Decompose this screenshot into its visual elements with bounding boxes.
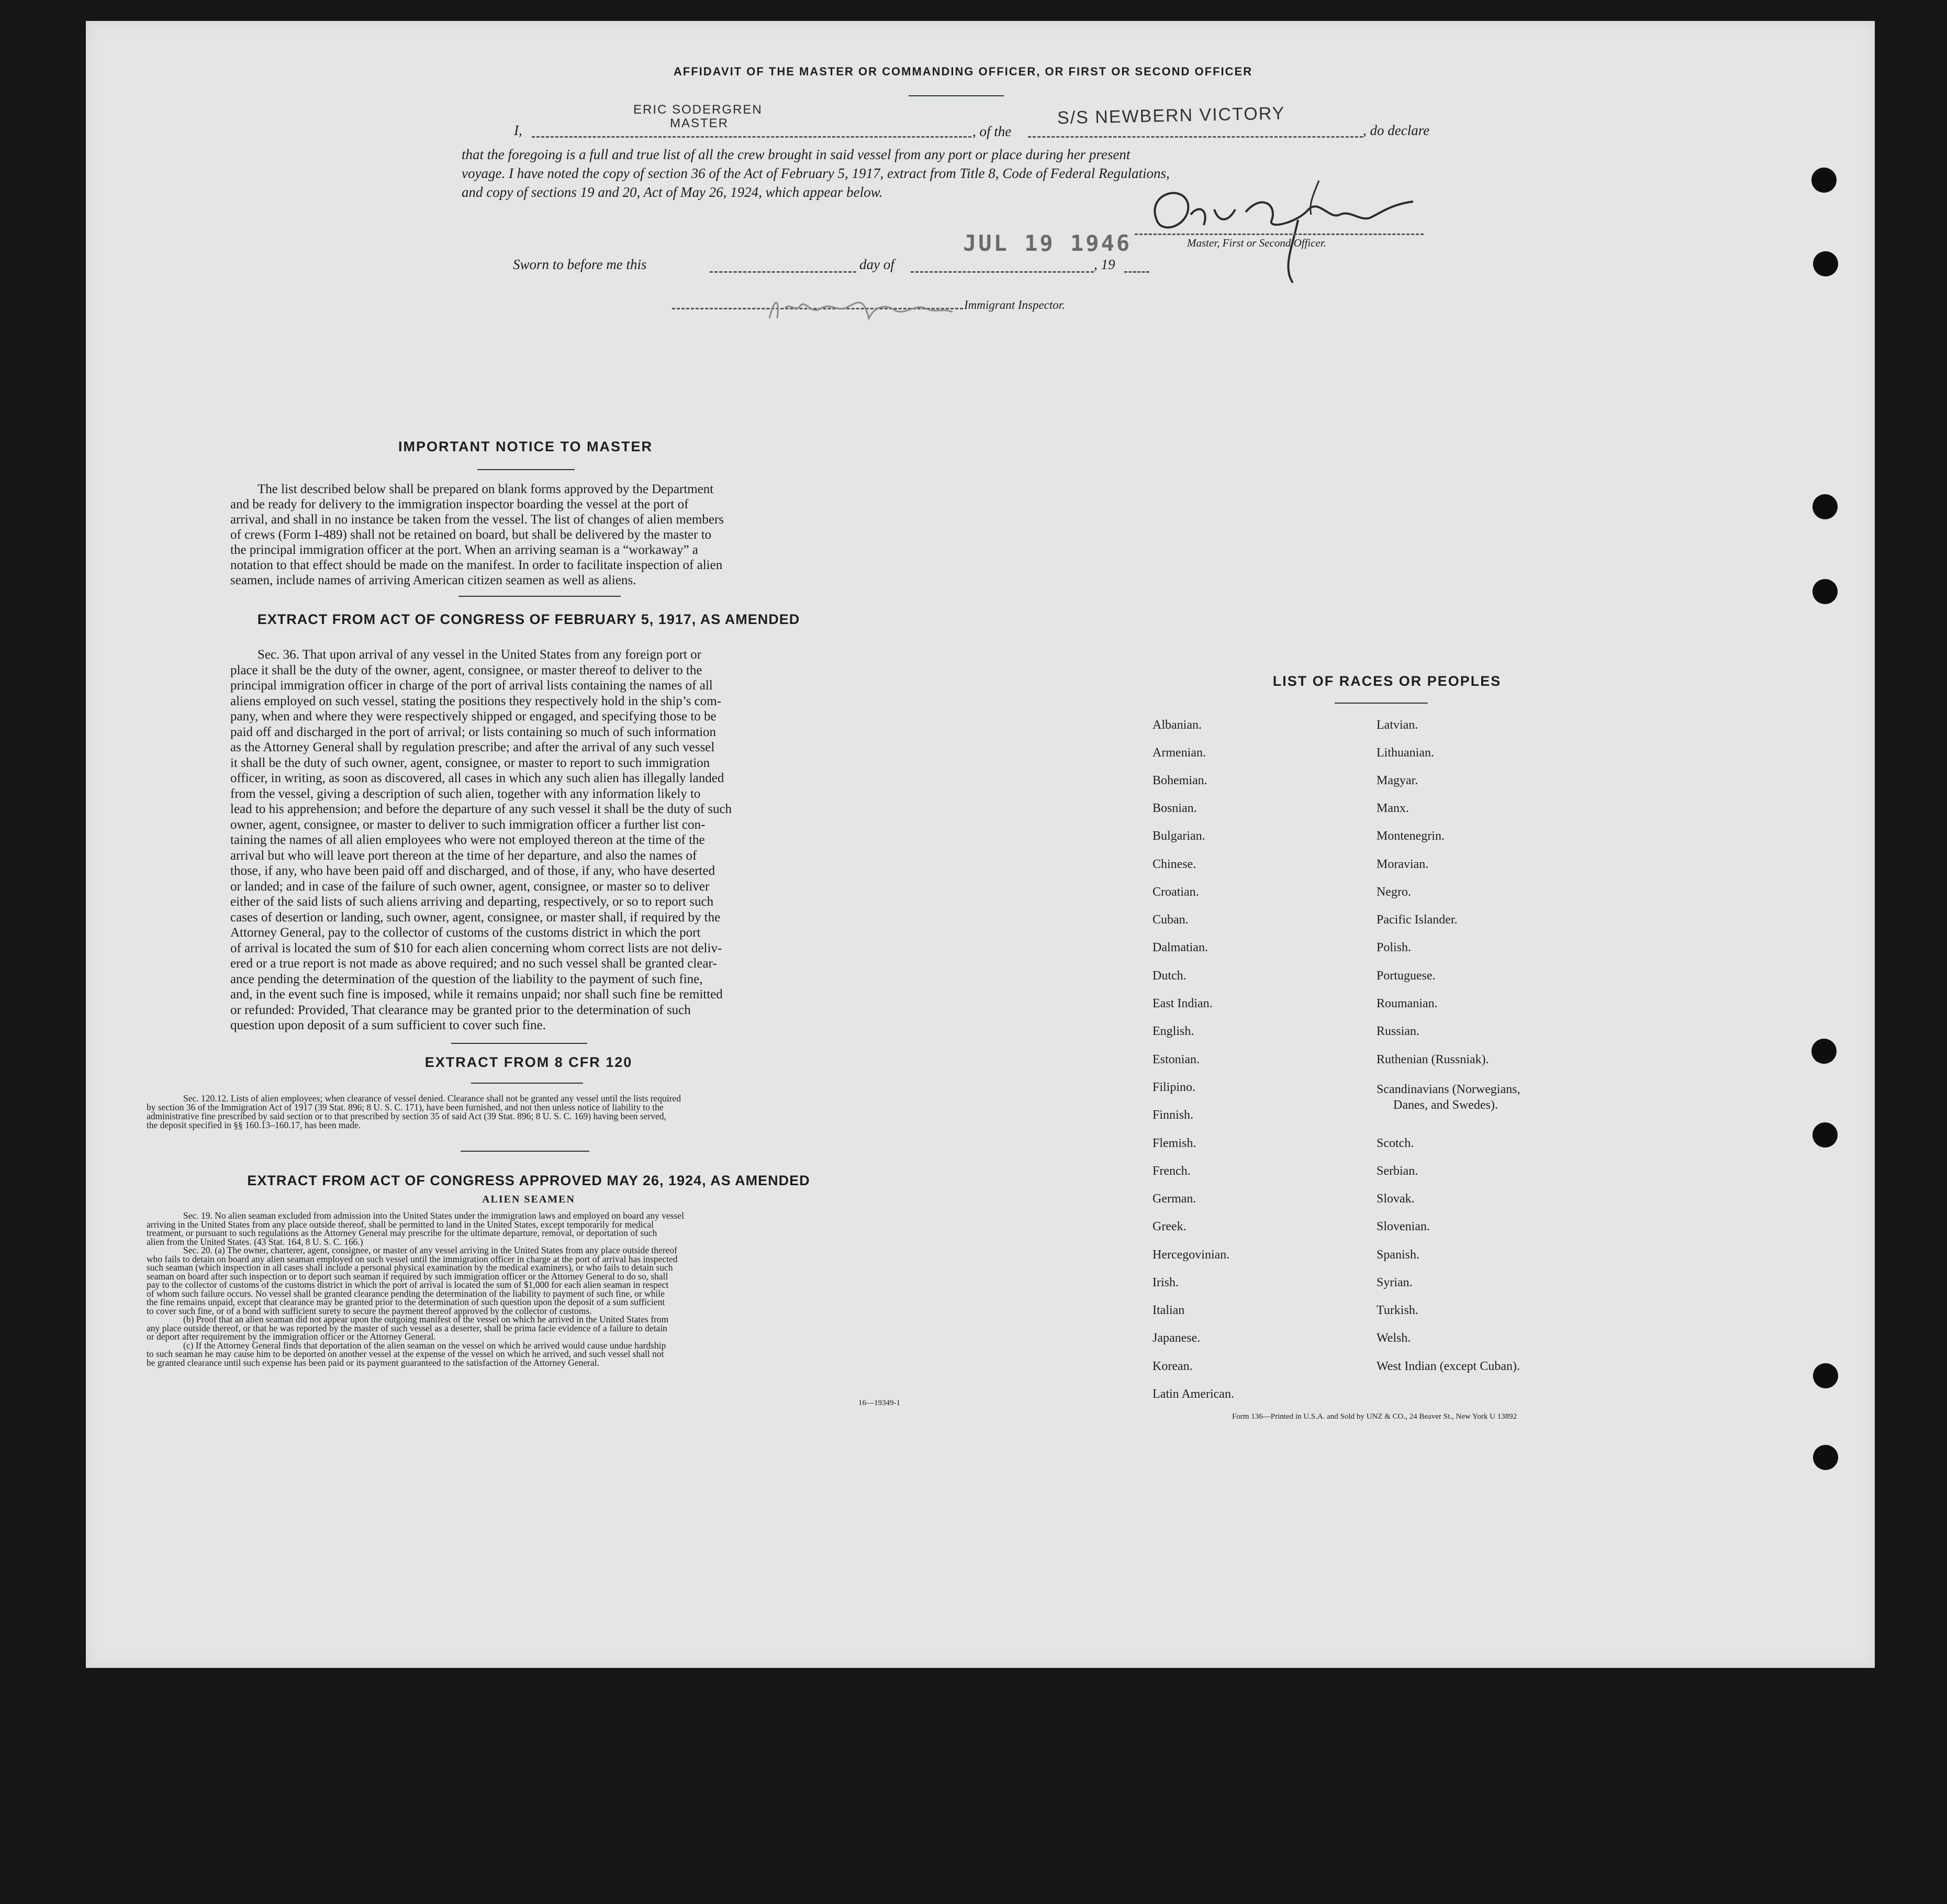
- affidavit-title: AFFIDAVIT OF THE MASTER OR COMMANDING OFFICER, OR FIRST OR SECOND OFFICER: [673, 65, 1253, 78]
- race-item: Armenian.: [1152, 746, 1206, 760]
- race-item: Filipino.: [1152, 1081, 1196, 1094]
- sec20-line: to such seaman he may cause him to be deported on another vessel at the expense of the vessel on which he arrived, and such vessel shall not: [147, 1349, 664, 1359]
- cfr-line: by section 36 of the Immigration Act of 1917 (39 Stat. 896; 8 U. S. C. 171), have been furnished, and not then unless notice of liability to the: [147, 1102, 664, 1112]
- race-item: Serbian.: [1377, 1164, 1418, 1178]
- sec20-line: be granted clearance until such expense has been paid or its payment guaranteed to the satisfaction of the Attorney General.: [147, 1357, 599, 1368]
- race-item: Scotch.: [1377, 1137, 1414, 1150]
- race-item: Negro.: [1377, 885, 1411, 899]
- race-item: Dalmatian.: [1152, 941, 1208, 954]
- sec36-line: cases of desertion or landing, such owner, agent, consignee, or master shall, if required by the: [230, 910, 721, 925]
- race-item: Welsh.: [1377, 1331, 1411, 1345]
- vessel-name: S/S NEWBERN VICTORY: [1057, 103, 1285, 128]
- master-title: MASTER: [670, 116, 729, 130]
- notice-paragraph: [230, 482, 828, 588]
- race-item: Greek.: [1152, 1220, 1187, 1233]
- i-label: I,: [514, 123, 522, 138]
- race-item: Bosnian.: [1152, 801, 1197, 815]
- date-stamp: JUL 19 1946: [963, 230, 1132, 256]
- signature-line: [1135, 233, 1424, 235]
- race-item: Pacific Islander.: [1377, 913, 1458, 927]
- race-item: East Indian.: [1152, 997, 1213, 1010]
- race-item: Polish.: [1377, 941, 1412, 954]
- master-signature: [1141, 173, 1424, 288]
- inspector-signature: [759, 287, 958, 329]
- race-item: Moravian.: [1377, 858, 1429, 871]
- binder-hole: [1813, 1445, 1838, 1470]
- sec36-line: taining the names of all alien employees who were not employed thereon at the time of the: [230, 833, 705, 847]
- race-item: Finnish.: [1152, 1108, 1194, 1122]
- sec36-line: lead to his apprehension; and before the departure of any such vessel it shall be the duty of such: [230, 802, 732, 816]
- notice-end-rule: [458, 596, 621, 597]
- cfr-line: Sec. 120.12. Lists of alien employees; when clearance of vessel denied. Clearance shall not be granted any vessel until the lists required: [183, 1093, 681, 1104]
- sec36-line: as the Attorney General shall by regulation prescribe; and after the arrival of any such vessel: [230, 740, 715, 754]
- race-item: Manx.: [1377, 801, 1409, 815]
- sec36-line: Sec. 36. That upon arrival of any vessel in the United States from any foreign port or: [258, 648, 701, 662]
- race-item: Flemish.: [1152, 1137, 1196, 1150]
- race-item: Croatian.: [1152, 885, 1199, 899]
- name-line: [532, 136, 971, 138]
- race-item: Slovak.: [1377, 1192, 1415, 1206]
- notice-line: notation to that effect should be made on the manifest. In order to facilitate inspection of alien: [230, 558, 723, 572]
- notice-rule: [477, 469, 575, 470]
- race-item: Latin American.: [1152, 1387, 1234, 1401]
- sec36-line: question upon deposit of a sum sufficient to cover such fine.: [230, 1018, 546, 1032]
- binder-hole: [1812, 579, 1838, 604]
- sec20-line: such seaman (which inspection in all cases shall include a personal physical examination by the medical examiners), or who fails to detain such: [147, 1262, 673, 1273]
- race-item: Scandinavians (Norwegians,: [1377, 1083, 1520, 1096]
- binder-hole: [1811, 1039, 1837, 1064]
- notice-line: the principal immigration officer at the port. When an arriving seaman is a “workaway” a: [230, 543, 698, 557]
- sec20-line: pay to the collector of customs of the customs district in which the port of arrival is located the sum of $1,000 for each alien seaman in respect: [147, 1279, 669, 1290]
- of-the-label: , of the: [972, 124, 1012, 139]
- race-item: Albanian.: [1152, 718, 1202, 732]
- race-item: Estonian.: [1152, 1053, 1200, 1066]
- sec36-line: or landed; and in case of the failure of such owner, agent, consignee, or master so to deliver: [230, 879, 710, 894]
- race-item: Lithuanian.: [1377, 746, 1434, 760]
- race-item: Latvian.: [1377, 718, 1418, 732]
- cfr-line: administrative fine prescribed by said section or to that prescribed by section 35 of said Act (39 Stat. 896; 8 U. S. C. 169) having been served,: [147, 1111, 666, 1121]
- sec36-line: those, if any, who have been paid off and discharged, and of those, if any, who have deserted: [230, 864, 715, 878]
- race-item: Spanish.: [1377, 1248, 1420, 1262]
- sec20-line: who fails to detain on board any alien seaman employed on such vessel until the immigration officer in charge at the port of arrival has inspected: [147, 1253, 678, 1264]
- race-item: Danes, and Swedes).: [1393, 1098, 1498, 1112]
- race-item: Magyar.: [1377, 774, 1418, 787]
- sec20-line: (c) If the Attorney General finds that deportation of the alien seaman on the vessel on which he arrived would cause undue hardship: [183, 1340, 666, 1351]
- do-declare: , do declare: [1363, 123, 1430, 138]
- sec19-line: arriving in the United States from any place outside thereof, shall be permitted to land in the United States, except temporarily for medical: [147, 1219, 654, 1230]
- sec20-line: Sec. 20. (a) The owner, charterer, agent, consignee, or master of any vessel arriving in the United States from any place outside thereof: [183, 1245, 677, 1255]
- race-item: Bohemian.: [1152, 774, 1207, 787]
- sec20-line: any place outside thereof, or that he was reported by the master of such vessel as a deserter, shall be prima facie evidence of a failure to detain: [147, 1322, 667, 1333]
- race-item: West Indian (except Cuban).: [1377, 1360, 1520, 1373]
- race-item: Dutch.: [1152, 969, 1187, 983]
- cfr-rule: [471, 1083, 583, 1084]
- race-item: Syrian.: [1377, 1276, 1413, 1289]
- sec36-line: aliens employed on such vessel, stating the positions they respectively hold in the ship’s com-: [230, 694, 722, 708]
- cfr-text: [147, 1094, 911, 1130]
- title-rule: [909, 95, 1004, 96]
- race-item: French.: [1152, 1164, 1191, 1178]
- sec36-end-rule: [451, 1043, 587, 1044]
- sec36-line: and, in the event such fine is imposed, while it remains unpaid; nor shall such fine be remitted: [230, 987, 723, 1001]
- sworn-month-line: [911, 271, 1094, 273]
- extract-1924-title: EXTRACT FROM ACT OF CONGRESS APPROVED MAY 26, 1924, AS AMENDED: [247, 1173, 810, 1188]
- sec36-line: arrival but who will leave port thereon at the time of her departure, and also the names of: [230, 848, 697, 863]
- form-code: 16—19349-1: [858, 1399, 900, 1407]
- sec20-line: to cover such fine, or of a bond with sufficient surety to secure the payment thereof approved by the collector of customs.: [147, 1305, 592, 1316]
- day-of-label: day of: [859, 257, 894, 272]
- sec19-line: Sec. 19. No alien seaman excluded from admission into the United States under the immigration laws and employed on board any vessel: [183, 1210, 684, 1221]
- race-item: Ruthenian (Russniak).: [1377, 1053, 1489, 1066]
- sec36-line: of arrival is located the sum of $10 for each alien concerning whom correct lists are not deliv-: [230, 941, 722, 955]
- extract-1917-title: EXTRACT FROM ACT OF CONGRESS OF FEBRUARY 5, 1917, AS AMENDED: [257, 611, 800, 627]
- notice-line: of crews (Form I-489) shall not be retained on board, but shall be delivered by the master to: [230, 528, 712, 542]
- race-item: Korean.: [1152, 1360, 1193, 1373]
- race-item: German.: [1152, 1192, 1196, 1206]
- sworn-year-line: [1124, 271, 1149, 273]
- race-item: Italian: [1152, 1304, 1185, 1317]
- alien-seamen-subtitle: ALIEN SEAMEN: [482, 1194, 575, 1205]
- sec36-line: or refunded: Provided, That clearance may be granted prior to the determination of such: [230, 1003, 691, 1017]
- race-item: Roumanian.: [1377, 997, 1438, 1010]
- cfr-end-rule: [461, 1151, 589, 1152]
- section-36-text: [230, 647, 828, 1033]
- master-name: ERIC SODERGREN: [633, 103, 763, 117]
- sec36-line: ered or a true report is not made as above required; and no such vessel shall be granted clear-: [230, 956, 717, 971]
- race-item: Japanese.: [1152, 1331, 1201, 1345]
- binder-hole: [1813, 1363, 1838, 1388]
- binder-hole: [1813, 251, 1838, 276]
- races-rule: [1335, 703, 1428, 704]
- form-footer: Form 136—Printed in U.S.A. and Sold by UNZ & CO., 24 Beaver St., New York U 13892: [1232, 1412, 1517, 1421]
- sec20-line: (b) Proof that an alien seaman did not appear upon the outgoing manifest of the vessel on which he arrived in the United States from: [183, 1314, 669, 1324]
- binder-hole: [1812, 494, 1838, 519]
- notice-title: IMPORTANT NOTICE TO MASTER: [398, 439, 653, 454]
- race-item: English.: [1152, 1025, 1194, 1038]
- affidavit-text-3: and copy of sections 19 and 20, Act of May 26, 1924, which appear below.: [462, 184, 883, 200]
- race-item: Portuguese.: [1377, 969, 1436, 983]
- notice-line: The list described below shall be prepared on blank forms approved by the Department: [258, 482, 714, 496]
- sec20-line: of whom such failure occurs. No vessel shall be granted clearance pending the determination of the liability to payment of such fine, or while: [147, 1288, 665, 1299]
- sec20-line: the fine remains unpaid, except that clearance may be granted prior to the determination of such question upon the deposit of a sum sufficient: [147, 1297, 665, 1307]
- sworn-label: Sworn to before me this: [513, 257, 647, 272]
- race-item: Bulgarian.: [1152, 829, 1205, 843]
- sec36-line: officer, in writing, as soon as discovered, all cases in which any such alien has illegally landed: [230, 771, 724, 785]
- notice-line: arrival, and shall in no instance be taken from the vessel. The list of changes of alien members: [230, 513, 724, 527]
- sec20-line: or deport after requirement by the immigration officer or the Attorney General.: [147, 1331, 436, 1342]
- race-item: Chinese.: [1152, 858, 1196, 871]
- inspector-caption: Immigrant Inspector.: [964, 298, 1065, 311]
- cfr-line: the deposit specified in §§ 160.13–160.17, has been made.: [147, 1120, 361, 1130]
- sworn-day-line: [710, 271, 856, 273]
- sec20-line: seaman on board after such inspection or to deport such seaman if required by such immigration officer or the Attorney General to do so, shall: [147, 1271, 668, 1282]
- sec36-line: either of the said lists of such aliens arriving and departing, respectively, or so to report such: [230, 895, 714, 909]
- sec36-line: owner, agent, consignee, or master to deliver to such immigration officer a further list con-: [230, 817, 706, 832]
- sec36-line: paid off and discharged in the port of arrival; or lists containing so much of such information: [230, 725, 717, 739]
- affidavit-text-2: voyage. I have noted the copy of section 36 of the Act of February 5, 1917, extract from Title 8, Code of Federal Regulations,: [462, 165, 1170, 181]
- race-item: Slovenian.: [1377, 1220, 1430, 1233]
- sec19-line: alien from the United States. (43 Stat. 164, 8 U. S. C. 166.): [147, 1236, 363, 1247]
- races-title: LIST OF RACES OR PEOPLES: [1272, 673, 1502, 689]
- race-item: Hercegovinian.: [1152, 1248, 1230, 1262]
- sec36-line: principal immigration officer in charge of the port of arrival lists containing the names of all: [230, 678, 713, 693]
- race-item: Irish.: [1152, 1276, 1179, 1289]
- race-item: Cuban.: [1152, 913, 1189, 927]
- sec36-line: from the vessel, giving a description of such alien, together with any information likely to: [230, 786, 701, 801]
- race-item: Russian.: [1377, 1025, 1420, 1038]
- race-item: Turkish.: [1377, 1304, 1418, 1317]
- sec19-line: treatment, or pursuant to such regulations as the Attorney General may prescribe for the ultimate departure, removal, or deportation of such: [147, 1228, 657, 1238]
- sec36-line: ance pending the determination of the question of the liability to the payment of such fine,: [230, 972, 703, 986]
- signature-caption: Master, First or Second Officer.: [1187, 237, 1326, 249]
- affidavit-text-1: that the foregoing is a full and true list of all the crew brought in said vessel from any port or place during her present: [462, 147, 1131, 162]
- year-prefix: , 19: [1094, 257, 1115, 272]
- sec36-line: it shall be the duty of such owner, agent, consignee, or master to report to such immigration: [230, 755, 710, 770]
- notice-line: and be ready for delivery to the immigration inspector boarding the vessel at the port of: [230, 497, 689, 511]
- binder-hole: [1812, 1122, 1838, 1148]
- race-item: Montenegrin.: [1377, 829, 1445, 843]
- sec36-line: Attorney General, pay to the collector of customs of the customs district in which the port: [230, 926, 701, 940]
- binder-hole: [1811, 168, 1837, 193]
- sec19-20-text: [147, 1211, 911, 1367]
- sec36-line: pany, when and where they were respectively shipped or engaged, and specifying those to be: [230, 709, 717, 723]
- sec36-line: place it shall be the duty of the owner, agent, consignee, or master thereof to deliver to the: [230, 663, 702, 677]
- extract-cfr-title: EXTRACT FROM 8 CFR 120: [424, 1054, 633, 1070]
- notice-line: seamen, include names of arriving American citizen seamen as well as aliens.: [230, 573, 636, 587]
- vessel-line: [1028, 136, 1363, 138]
